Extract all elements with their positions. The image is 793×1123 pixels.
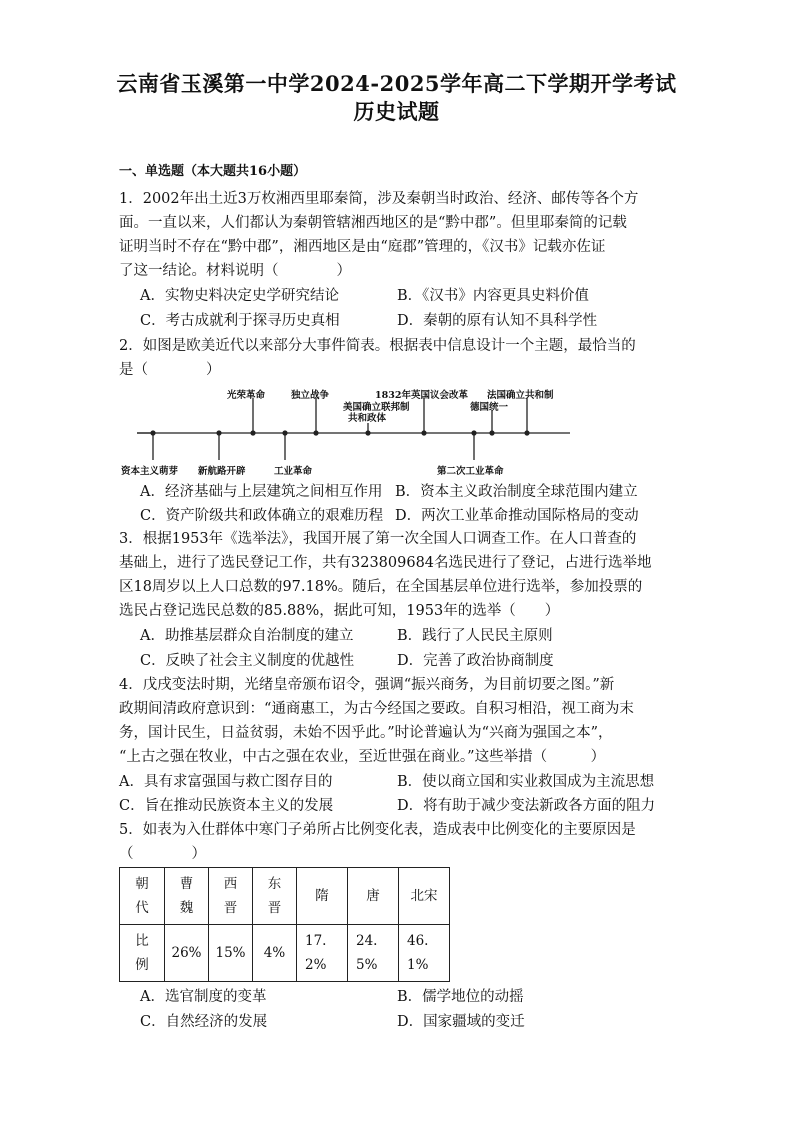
table-cell: 15%: [209, 925, 253, 982]
q5-option-d: D．国家疆域的变迁: [397, 1014, 525, 1030]
table-cell: 26%: [165, 925, 209, 982]
table-cell: 隋: [297, 868, 348, 925]
table-cell: 东晋: [253, 868, 297, 925]
table-cell: 西晋: [209, 868, 253, 925]
exam-title: 云南省玉溪第一中学2024-2025学年高二下学期开学考试: [116, 71, 677, 96]
q1-option-a: A．实物史料决定史学研究结论: [140, 288, 339, 304]
table-cell: 46.1%: [399, 925, 450, 982]
timeline-label: 第二次工业革命: [437, 466, 504, 477]
q2-option-c: C．资产阶级共和政体确立的艰难历程: [140, 508, 384, 524]
timeline-label: 资本主义萌芽: [121, 466, 179, 477]
q1-option-c: C．考古成就利于探寻历史真相: [140, 313, 340, 329]
q4-option-c: C．旨在推动民族资本主义的发展: [119, 798, 334, 814]
q4-line: “上古之强在牧业，中古之强在农业，至近世强在商业。”这些举措（ ）: [119, 749, 606, 765]
q1-line: 了这一结论。材料说明（ ）: [119, 263, 351, 279]
q3-line: 基础上，进行了选民登记工作，共有323809684名选民进行了登记，占进行选举地: [119, 555, 652, 571]
table-cell: 4%: [253, 925, 297, 982]
q2-option-d: D．两次工业革命推动国际格局的变动: [395, 508, 639, 524]
section-heading: 一、单选题（本大题共16小题）: [119, 164, 307, 179]
q3-line: 选民占登记选民总数的85.88%，据此可知，1953年的选举（ ）: [119, 603, 560, 619]
table-cell: 曹魏: [165, 868, 209, 925]
q5-line: 5．如表为入仕群体中寒门子弟所占比例变化表，造成表中比例变化的主要原因是: [119, 822, 636, 838]
q3-option-a: A．助推基层群众自治制度的建立: [140, 628, 354, 644]
q3-line: 3．根据1953年《选举法》，我国开展了第一次全国人口调查工作。在人口普查的: [119, 531, 637, 547]
exam-subject-title: 历史试题: [353, 99, 440, 124]
q4-option-a: A．具有求富强国与救亡图存目的: [119, 774, 333, 790]
q5-line: （ ）: [119, 846, 206, 862]
q2-option-a: A．经济基础与上层建筑之间相互作用: [140, 484, 383, 500]
timeline-label: 光荣革命: [227, 390, 266, 401]
table-cell: 北宋: [399, 868, 450, 925]
q1-option-d: D．秦朝的原有认知不具科学性: [397, 313, 598, 329]
q4-line: 政期间清政府意识到：“通商惠工，为古今经国之要政。自积习相沿，视工商为末: [119, 701, 634, 717]
q2-line: 2．如图是欧美近代以来部分大事件简表。根据表中信息设计一个主题，最恰当的: [119, 338, 636, 354]
timeline-label: 共和政体: [348, 413, 387, 424]
q4-option-d: D．将有助于减少变法新政各方面的阻力: [397, 798, 656, 814]
table-cell: 唐: [348, 868, 399, 925]
q3-option-d: D．完善了政治协商制度: [397, 653, 554, 669]
q3-line: 区18周岁以上人口总数的97.18%。随后，在全国基层单位进行选举，参加投票的: [119, 579, 643, 595]
table-row: [120, 868, 450, 925]
timeline-label: 法国确立共和制: [487, 390, 554, 401]
q1-option-b: B．《汉书》内容更具史料价值: [397, 288, 589, 304]
q1-line: 1．2002年出土近3万枚湘西里耶秦简，涉及秦朝当时政治、经济、邮传等各个方: [119, 191, 639, 207]
q5-option-b: B．儒学地位的动摇: [397, 989, 524, 1005]
q1-line: 证明当时不存在“黔中郡”，湘西地区是由“庭郡”管理的，《汉书》记载亦佐证: [119, 239, 606, 255]
q4-line: 务，国计民生，日益贫弱，未始不因乎此。”时论普遍认为“兴商为强国之本”，: [119, 725, 613, 741]
q5-option-a: A．选官制度的变革: [140, 989, 267, 1005]
q3-option-c: C．反映了社会主义制度的优越性: [140, 653, 355, 669]
q1-line: 面。一直以来，人们都认为秦朝管辖湘西地区的是“黔中郡”。但里耶秦简的记载: [119, 215, 627, 231]
timeline-label: 独立战争: [291, 390, 330, 401]
table-cell: 比例: [120, 925, 165, 982]
q4-option-b: B．使以商立国和实业救国成为主流思想: [397, 774, 655, 790]
timeline-label: 新航路开辟: [198, 466, 246, 477]
timeline-label: 德国统一: [470, 402, 509, 413]
table-cell: 朝代: [120, 868, 165, 925]
q5-option-c: C．自然经济的发展: [140, 1014, 268, 1030]
timeline-label: 工业革命: [274, 466, 313, 477]
q3-option-b: B．践行了人民民主原则: [397, 628, 553, 644]
table-cell: 17.2%: [297, 925, 348, 982]
q2-line: 是（ ）: [119, 362, 221, 378]
q5-table: [119, 867, 450, 982]
timeline-label: 1832年英国议会改革: [375, 390, 468, 401]
table-row: [120, 925, 450, 982]
timeline-label: 美国确立联邦制: [343, 402, 410, 413]
q2-option-b: B．资本主义政治制度全球范围内建立: [395, 484, 638, 500]
q4-line: 4．戊戌变法时期，光绪皇帝颁布诏令，强调“振兴商务，为目前切要之图。”新: [119, 677, 615, 693]
table-cell: 24.5%: [348, 925, 399, 982]
